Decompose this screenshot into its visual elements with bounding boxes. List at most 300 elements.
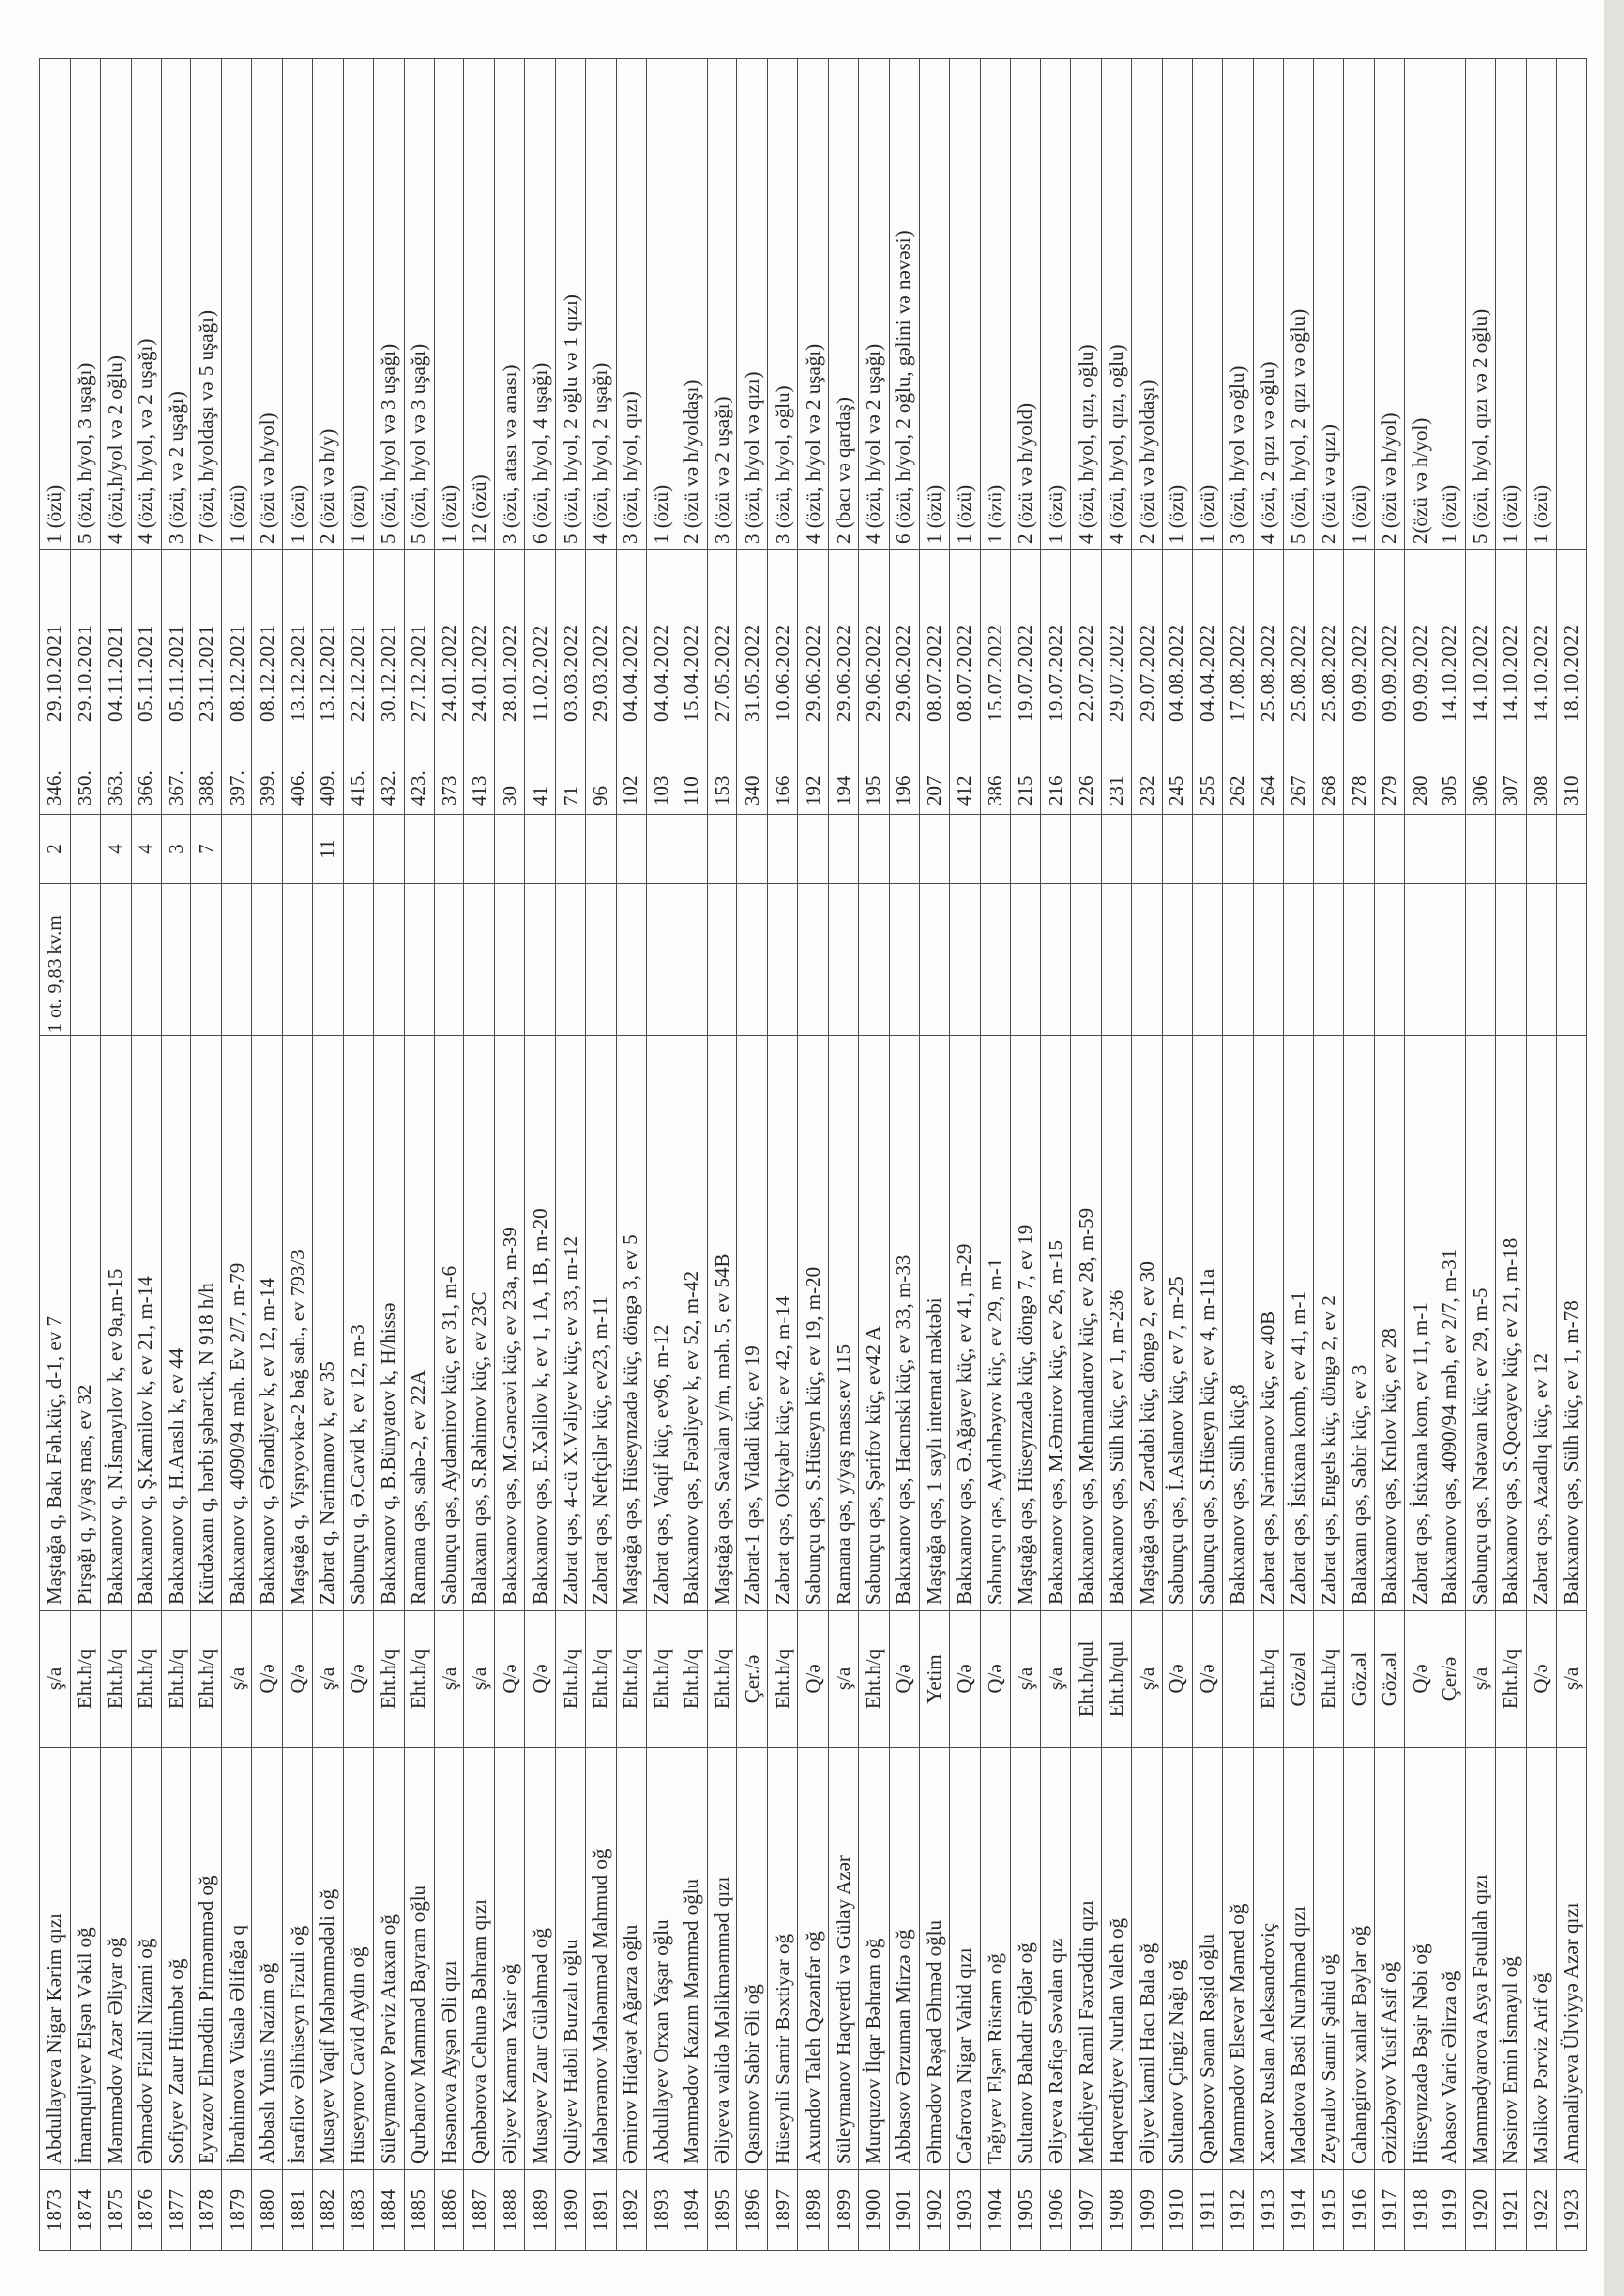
cell-status: ş/a [1041, 1611, 1071, 1748]
cell-address: Bakıxanov qəs, M.Əmirov küç, ev 26, m-15 [1041, 1036, 1071, 1611]
table-row [616, 59, 646, 2251]
reg-date: 29.06.2022 [892, 624, 916, 722]
cell-name: Məmmədov Azər Əliyar oğ [100, 1748, 131, 2170]
cell-address: Bakıxanov q, 4090/94 məh. Ev 2/7, m-79 [222, 1036, 252, 1611]
cell-status: Eht.h/q [646, 1611, 677, 1748]
cell-count [859, 815, 890, 884]
table-row [1283, 59, 1314, 2251]
cell-no: 1889 [525, 2170, 556, 2251]
cell-registration [768, 550, 798, 815]
cell-area [1465, 884, 1495, 1036]
reg-date: 15.07.2022 [983, 624, 1007, 722]
cell-address: Bakıxanov qəs, S.Qocayev küç, ev 21, m-18 [1495, 1036, 1526, 1611]
cell-no: 1884 [373, 2170, 404, 2251]
reg-number: 386 [983, 775, 1007, 806]
cell-family: 3 (özü və 2 uşağı) [707, 59, 737, 550]
cell-name: Məhərrəmov Məhəmməd Mahmud oğ [586, 1748, 617, 2170]
cell-no: 1890 [556, 2170, 586, 2251]
cell-address: Maştağa qəs, Hüseynzadə küç, döngə 3, ev 5 [616, 1036, 646, 1611]
cell-family: 7 (özü, h/yoldaşı və 5 uşağı) [191, 59, 222, 550]
reg-date: 09.09.2022 [1346, 624, 1371, 722]
cell-family: 1 (özü) [434, 59, 464, 550]
cell-area [798, 884, 829, 1036]
table-row [1071, 59, 1102, 2251]
cell-no: 1878 [191, 2170, 222, 2251]
cell-name: Xanov Ruslan Aleksandroviç [1253, 1748, 1283, 2170]
cell-area [1405, 884, 1435, 1036]
cell-family: 2 (bacı və qardaş) [829, 59, 859, 550]
reg-number: 346. [42, 770, 67, 806]
cell-address: Bakıxanov q, H.Araslı k, ev 44 [161, 1036, 191, 1611]
cell-no: 1887 [464, 2170, 495, 2251]
cell-area [1556, 884, 1587, 1036]
cell-no: 1921 [1495, 2170, 1526, 2251]
reg-number: 166 [770, 775, 794, 806]
cell-registration [1344, 550, 1375, 815]
table-row [1010, 59, 1041, 2251]
cell-name: Əhmədov Rəşad Əhməd oğlu [919, 1748, 949, 2170]
cell-address: Maştağa qəs, Savalan y/m, məh. 5, ev 54B [707, 1036, 737, 1611]
cell-address: Zabrat qəs, Nərimanov küç, ev 40B [1253, 1036, 1283, 1611]
cell-registration [1010, 550, 1041, 815]
cell-area [556, 884, 586, 1036]
cell-registration [859, 550, 890, 815]
cell-registration [798, 550, 829, 815]
cell-registration [1465, 550, 1495, 815]
cell-address: Zabrat qəs, İstixana kom, ev 11, m-1 [1405, 1036, 1435, 1611]
cell-name: Məlikov Pərviz Arif oğ [1526, 1748, 1556, 2170]
reg-number: 423. [406, 770, 431, 806]
cell-address: Bakıxanov qəs, 4090/94 məh, ev 2/7, m-31 [1435, 1036, 1465, 1611]
cell-status: ş/a [313, 1611, 344, 1748]
reg-date: 04.08.2022 [1164, 624, 1189, 722]
cell-status: Eht.h/qul [1071, 1611, 1102, 1748]
table-row [1041, 59, 1071, 2251]
reg-date: 23.11.2021 [193, 625, 218, 722]
cell-area [646, 884, 677, 1036]
reg-date: 18.10.2022 [1558, 624, 1583, 722]
cell-count [1344, 815, 1375, 884]
reg-date: 29.10.2021 [73, 624, 97, 722]
cell-family: 1 (özü) [1344, 59, 1375, 550]
cell-count [1253, 815, 1283, 884]
cell-no: 1902 [919, 2170, 949, 2251]
cell-family: 3 (özü, h/yol və oğlu) [1222, 59, 1253, 550]
cell-family: 1 (özü) [1526, 59, 1556, 550]
cell-status [1222, 1611, 1253, 1748]
cell-count [434, 815, 464, 884]
cell-status: ş/a [40, 1611, 71, 1748]
cell-no: 1897 [768, 2170, 798, 2251]
cell-name: Nəsirov Emin İsmayıl oğ [1495, 1748, 1526, 2170]
cell-registration [1222, 550, 1253, 815]
reg-date: 25.08.2022 [1316, 624, 1340, 722]
cell-count: 4 [100, 815, 131, 884]
table-row [646, 59, 677, 2251]
cell-registration [1526, 550, 1556, 815]
cell-count [1314, 815, 1344, 884]
cell-registration [283, 550, 313, 815]
cell-no: 1879 [222, 2170, 252, 2251]
cell-area [70, 884, 100, 1036]
cell-no: 1900 [859, 2170, 890, 2251]
reg-date: 29.07.2022 [1134, 624, 1159, 722]
cell-family: 4 (özü, h/yol, və 2 uşağı) [131, 59, 161, 550]
cell-address: Zabrat-1 qəs, Vidadi küç, ev 19 [737, 1036, 768, 1611]
cell-family: 2 (özü və h/yoldaşı) [1132, 59, 1163, 550]
cell-name: Mehdiyev Ramil Fəxrəddin qızı [1071, 1748, 1102, 2170]
cell-address: Zabrat qəs, Oktyabr küç, ev 42, m-14 [768, 1036, 798, 1611]
cell-family: 1 (özü) [980, 59, 1010, 550]
reg-date: 22.07.2022 [1073, 624, 1098, 722]
cell-address: Sabunçu qəs, İ.Aslanov küç, ev 7, m-25 [1162, 1036, 1192, 1611]
cell-status: Eht.h/q [859, 1611, 890, 1748]
table-row [343, 59, 373, 2251]
cell-status: Q/ə [525, 1611, 556, 1748]
table-row [100, 59, 131, 2251]
table-row [313, 59, 344, 2251]
cell-family: 2 (özü və h/yol) [252, 59, 283, 550]
table-row [161, 59, 191, 2251]
cell-area [313, 884, 344, 1036]
cell-address: Zabrat qəs, İstixana komb, ev 41, m-1 [1283, 1036, 1314, 1611]
reg-date: 27.12.2021 [406, 624, 431, 722]
cell-count [616, 815, 646, 884]
cell-family: 4 (özü, h/yol və 2 uşağı) [798, 59, 829, 550]
reg-date: 13.12.2021 [315, 624, 340, 722]
cell-address: Balaxanı qəs, S.Rəhimov küç, ev 23C [464, 1036, 495, 1611]
cell-address: Bakıxanov qəs, Sülh küç, ev 1, m-236 [1102, 1036, 1132, 1611]
table-row [373, 59, 404, 2251]
cell-registration [980, 550, 1010, 815]
cell-no: 1909 [1132, 2170, 1163, 2251]
cell-count [1162, 815, 1192, 884]
cell-area [252, 884, 283, 1036]
table-row [889, 59, 919, 2251]
cell-registration [1071, 550, 1102, 815]
reg-date: 15.04.2022 [679, 624, 704, 722]
cell-registration [191, 550, 222, 815]
cell-count: 11 [313, 815, 344, 884]
cell-area [1010, 884, 1041, 1036]
reg-number: 207 [922, 775, 947, 806]
reg-number: 153 [710, 775, 734, 806]
cell-no: 1923 [1556, 2170, 1587, 2251]
cell-address: Ramana qəs, y/yaş mass.ev 115 [829, 1036, 859, 1611]
cell-family: 2 (özü və h/yold) [1010, 59, 1041, 550]
table-body [40, 59, 1587, 2251]
reg-number: 192 [800, 775, 825, 806]
cell-count [343, 815, 373, 884]
cell-no: 1893 [646, 2170, 677, 2251]
table-row [464, 59, 495, 2251]
cell-name: Məmmədov Elsevər Məmed oğ [1222, 1748, 1253, 2170]
cell-family: 1 (özü) [1192, 59, 1222, 550]
cell-registration [373, 550, 404, 815]
reg-date: 24.01.2022 [466, 624, 491, 722]
reg-number: 399. [254, 770, 279, 806]
reg-number: 231 [1104, 775, 1128, 806]
reg-date: 24.01.2022 [437, 624, 461, 722]
cell-family: 5 (özü, h/yol və 3 uşağı) [404, 59, 434, 550]
reg-date: 10.06.2022 [770, 624, 794, 722]
cell-registration [616, 550, 646, 815]
cell-registration [919, 550, 949, 815]
cell-address: Maştağa q, Bakı Fəh.küç, d-1, ev 7 [40, 1036, 71, 1611]
cell-area [434, 884, 464, 1036]
table-row [556, 59, 586, 2251]
cell-status: Çer./ə [737, 1611, 768, 1748]
cell-area [1435, 884, 1465, 1036]
cell-no: 1919 [1435, 2170, 1465, 2251]
cell-count [889, 815, 919, 884]
table-row [1465, 59, 1495, 2251]
table-row [495, 59, 525, 2251]
cell-registration [525, 550, 556, 815]
cell-count [1102, 815, 1132, 884]
cell-name: Musayev Vaqif Məhəmmədəli oğ [313, 1748, 344, 2170]
cell-status: Eht.h/q [1314, 1611, 1344, 1748]
cell-name: İbrahimova Vüsalə Əlifağa q [222, 1748, 252, 2170]
cell-name: Əhmədov Fizuli Nizami oğ [131, 1748, 161, 2170]
cell-status: Q/ə [343, 1611, 373, 1748]
cell-registration [222, 550, 252, 815]
cell-family: 1 (özü) [222, 59, 252, 550]
table-row [980, 59, 1010, 2251]
cell-count [283, 815, 313, 884]
cell-area [949, 884, 980, 1036]
cell-area [1283, 884, 1314, 1036]
reg-number: 267 [1285, 775, 1310, 806]
cell-status: Eht.h/qul [1102, 1611, 1132, 1748]
cell-status: Q/ə [1192, 1611, 1222, 1748]
cell-family: 6 (özü, h/yol, 4 uşağı) [525, 59, 556, 550]
reg-date: 17.08.2022 [1225, 624, 1250, 722]
cell-area [343, 884, 373, 1036]
reg-date: 14.10.2022 [1529, 624, 1553, 722]
cell-family: 2 (özü və h/yol) [1375, 59, 1405, 550]
reg-date: 29.03.2022 [588, 624, 613, 722]
cell-registration [70, 550, 100, 815]
cell-status: Q/ə [1526, 1611, 1556, 1748]
cell-no: 1891 [586, 2170, 617, 2251]
cell-family: 4 (özü, 2 qızı və oğlu) [1253, 59, 1283, 550]
reg-number: 388. [193, 770, 218, 806]
cell-registration [252, 550, 283, 815]
reg-number: 366. [134, 770, 158, 806]
cell-no: 1922 [1526, 2170, 1556, 2251]
cell-no: 1874 [70, 2170, 100, 2251]
reg-number: 308 [1529, 775, 1553, 806]
reg-date: 03.03.2022 [558, 624, 582, 722]
cell-name: Abbaslı Yunis Nazim oğ [252, 1748, 283, 2170]
table-row [1375, 59, 1405, 2251]
cell-family: 1 (özü) [949, 59, 980, 550]
reg-number: 245 [1164, 775, 1189, 806]
reg-date: 08.07.2022 [922, 624, 947, 722]
cell-family [1556, 59, 1587, 550]
cell-address: Balaxanı qəs, Sabir küç, ev 3 [1344, 1036, 1375, 1611]
reg-date: 31.05.2022 [739, 624, 764, 722]
cell-status: Eht.h/q [191, 1611, 222, 1748]
cell-family: 2 (özü və h/y) [313, 59, 344, 550]
reg-number: 278 [1346, 775, 1371, 806]
cell-count [798, 815, 829, 884]
reg-number: 279 [1377, 775, 1401, 806]
table-row [829, 59, 859, 2251]
table-row [1526, 59, 1556, 2251]
cell-registration [313, 550, 344, 815]
cell-no: 1898 [798, 2170, 829, 2251]
cell-family: 3 (özü, və 2 uşağı) [161, 59, 191, 550]
cell-no: 1886 [434, 2170, 464, 2251]
cell-area [737, 884, 768, 1036]
reg-date: 04.04.2022 [1195, 624, 1219, 722]
cell-name: Əliyeva validə Məlikməmməd qızı [707, 1748, 737, 2170]
cell-family: 4 (özü, h/yol və 2 uşağı) [859, 59, 890, 550]
cell-registration [1314, 550, 1344, 815]
cell-registration [495, 550, 525, 815]
cell-area [980, 884, 1010, 1036]
cell-count [1526, 815, 1556, 884]
reg-date: 04.04.2022 [619, 624, 643, 722]
cell-address: Bakıxanov qəs, M.Gəncəvi küç, ev 23a, m-39 [495, 1036, 525, 1611]
cell-status: Göz.əl [1344, 1611, 1375, 1748]
cell-name: Qurbanov Məmməd Bayram oğlu [404, 1748, 434, 2170]
cell-name: Əliyev kamil Hacı Bala oğ [1132, 1748, 1163, 2170]
cell-area [1314, 884, 1344, 1036]
cell-status: ş/a [1010, 1611, 1041, 1748]
cell-area [283, 884, 313, 1036]
table-row [434, 59, 464, 2251]
cell-name: Mədətova Bəsti Nurəhməd qızı [1283, 1748, 1314, 2170]
cell-name: Sultanov Çingiz Nağı oğ [1162, 1748, 1192, 2170]
cell-status: Eht.h/q [404, 1611, 434, 1748]
table-row [191, 59, 222, 2251]
reg-number: 432. [376, 770, 401, 806]
cell-name: Cahangirov xanlar Bəylər oğ [1344, 1748, 1375, 2170]
table-row [1314, 59, 1344, 2251]
table-row [222, 59, 252, 2251]
table-row [1253, 59, 1283, 2251]
cell-address: Bakıxanov q, B.Bünyatov k, H/hissə [373, 1036, 404, 1611]
cell-name: Sultanov Bahadır Əjdər oğ [1010, 1748, 1041, 2170]
cell-name: Qənbərov Sənan Rəşid oğlu [1192, 1748, 1222, 2170]
cell-registration [434, 550, 464, 815]
reg-number: 255 [1195, 775, 1219, 806]
cell-address: Sabunçu qəs, Nətəvan küç, ev 29, m-5 [1465, 1036, 1495, 1611]
cell-family: 3 (özü, atası və anası) [495, 59, 525, 550]
cell-name: Sofiyev Zaur Hümbət oğ [161, 1748, 191, 2170]
cell-registration [131, 550, 161, 815]
cell-count [1222, 815, 1253, 884]
cell-status: Eht.h/q [1253, 1611, 1283, 1748]
cell-count [1495, 815, 1526, 884]
cell-count: 4 [131, 815, 161, 884]
cell-registration [1041, 550, 1071, 815]
cell-family: 1 (özü) [40, 59, 71, 550]
cell-area [1162, 884, 1192, 1036]
table-row [252, 59, 283, 2251]
cell-address: Zabrat qəs, Vaqif küç, ev96, m-12 [646, 1036, 677, 1611]
cell-area [161, 884, 191, 1036]
cell-no: 1915 [1314, 2170, 1344, 2251]
cell-name: İmamquliyev Elşən Vəkil oğ [70, 1748, 100, 2170]
cell-status: Q/ə [980, 1611, 1010, 1748]
reg-number: 412 [952, 775, 977, 806]
cell-registration [1283, 550, 1314, 815]
reg-date: 27.05.2022 [710, 624, 734, 722]
cell-no: 1876 [131, 2170, 161, 2251]
reg-number: 71 [558, 786, 582, 806]
cell-status: Eht.h/q [556, 1611, 586, 1748]
cell-status: Q/ə [798, 1611, 829, 1748]
cell-count [1465, 815, 1495, 884]
cell-name: Əliyev Kamran Yasir oğ [495, 1748, 525, 2170]
table-row [1556, 59, 1587, 2251]
cell-no: 1904 [980, 2170, 1010, 2251]
reg-number: 30 [497, 786, 521, 806]
cell-area [525, 884, 556, 1036]
cell-no: 1894 [677, 2170, 707, 2251]
cell-address: Sabunçu qəs, S.Hüseyn küç, ev 19, m-20 [798, 1036, 829, 1611]
cell-area [616, 884, 646, 1036]
cell-area [1041, 884, 1071, 1036]
cell-status: Eht.h/q [707, 1611, 737, 1748]
cell-registration [161, 550, 191, 815]
cell-registration [40, 550, 71, 815]
cell-status: Q/ə [1162, 1611, 1192, 1748]
cell-name: Axundov Taleh Qəzənfər oğ [798, 1748, 829, 2170]
table-row [1162, 59, 1192, 2251]
cell-status: ş/a [1556, 1611, 1587, 1748]
cell-registration [464, 550, 495, 815]
cell-address: Sabunçu qəs, Aydınbəyov küç, ev 29, m-1 [980, 1036, 1010, 1611]
cell-area [404, 884, 434, 1036]
reg-date: 05.11.2021 [164, 625, 188, 722]
cell-no: 1908 [1102, 2170, 1132, 2251]
cell-area [707, 884, 737, 1036]
cell-address: Kürdəxanı q, hərbi şəhərcik, N 918 h/h [191, 1036, 222, 1611]
cell-registration [1435, 550, 1465, 815]
reg-date: 19.07.2022 [1012, 624, 1037, 722]
cell-address: Sabunçu q, Ə.Cavid k, ev 12, m-3 [343, 1036, 373, 1611]
reg-date: 30.12.2021 [376, 624, 401, 722]
cell-family: 1 (özü) [919, 59, 949, 550]
cell-name: Zeynalov Samir Şahid oğ [1314, 1748, 1344, 2170]
cell-name: Hüseynli Samir Bəxtiyar oğ [768, 1748, 798, 2170]
cell-count [919, 815, 949, 884]
table-row [1495, 59, 1526, 2251]
cell-area [677, 884, 707, 1036]
reg-number: 264 [1256, 775, 1280, 806]
cell-name: Qasımov Sabir Əli oğ [737, 1748, 768, 2170]
cell-status: Yetim [919, 1611, 949, 1748]
reg-date: 09.09.2022 [1377, 624, 1401, 722]
cell-status: Göz.əl [1375, 1611, 1405, 1748]
cell-address: Pirşağı q, y/yaş mas, ev 32 [70, 1036, 100, 1611]
reg-number: 306 [1468, 775, 1492, 806]
cell-area [495, 884, 525, 1036]
cell-status: Eht.h/q [586, 1611, 617, 1748]
cell-registration [586, 550, 617, 815]
cell-status: Q/ə [283, 1611, 313, 1748]
cell-status: Q/ə [949, 1611, 980, 1748]
cell-count [1283, 815, 1314, 884]
reg-number: 215 [1012, 775, 1037, 806]
table-row [283, 59, 313, 2251]
cell-area [919, 884, 949, 1036]
